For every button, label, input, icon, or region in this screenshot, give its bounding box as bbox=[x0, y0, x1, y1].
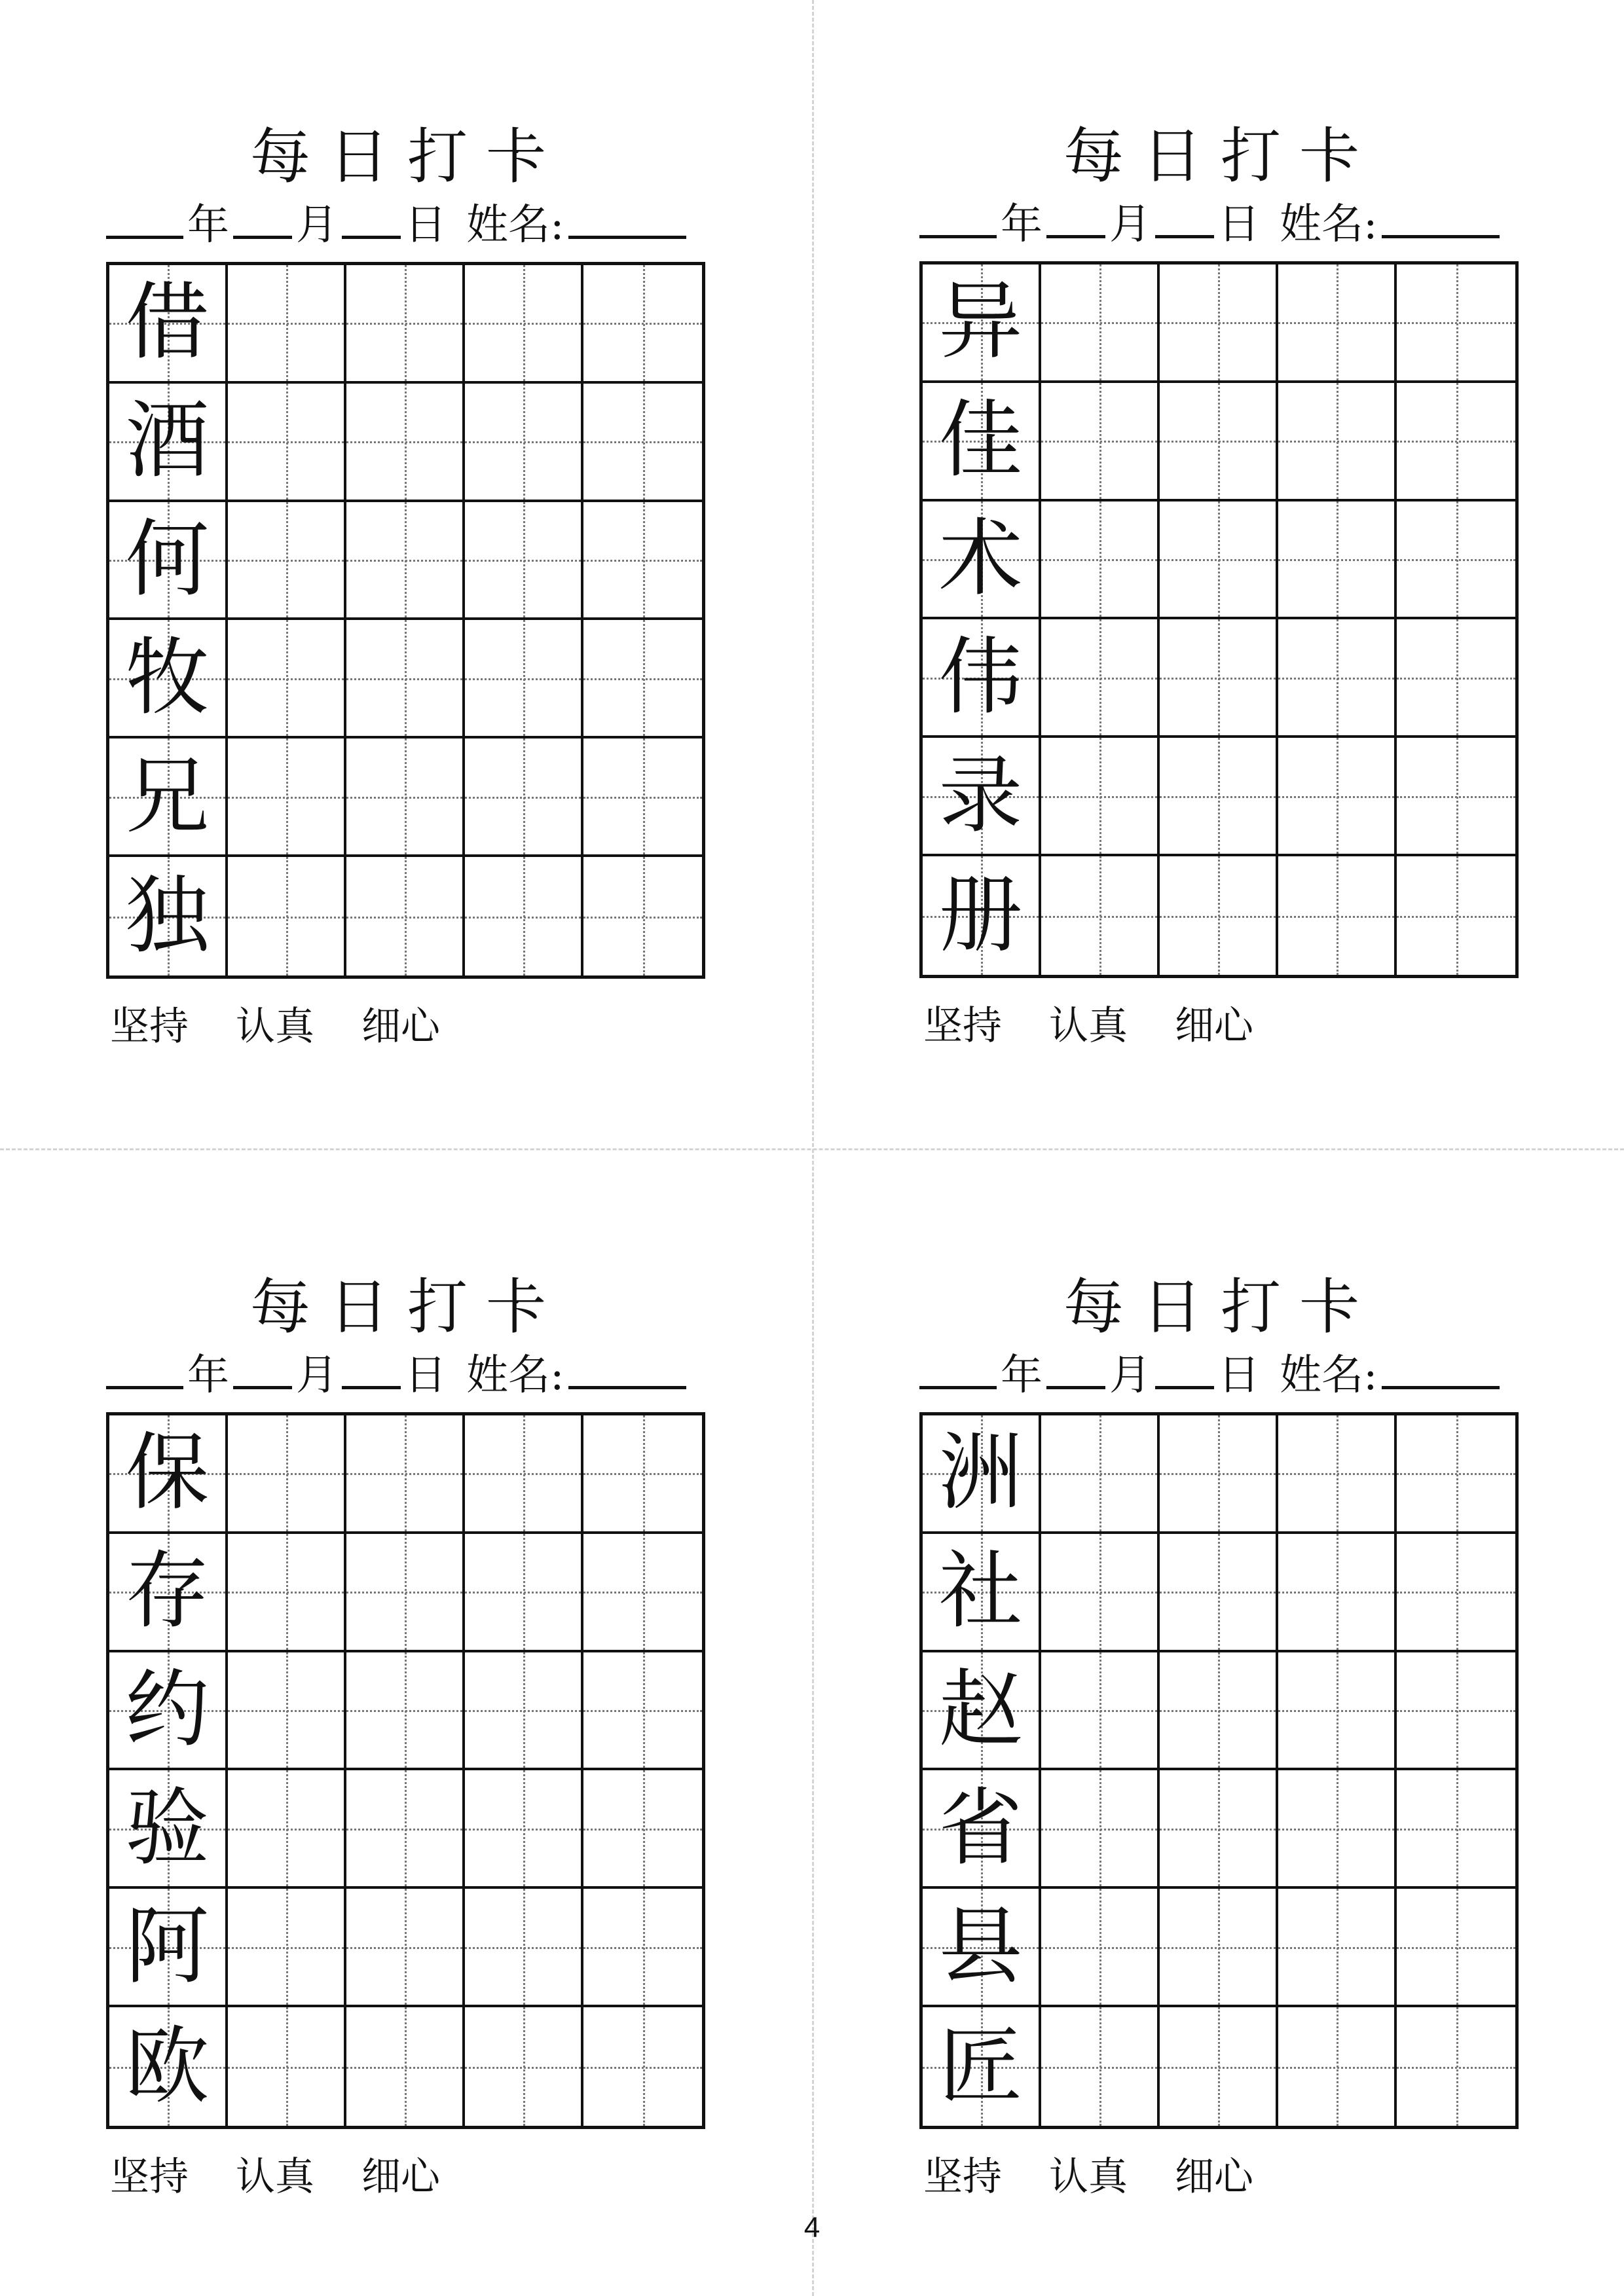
name-label: 姓名: bbox=[466, 1351, 564, 1400]
practice-cell[interactable] bbox=[228, 384, 346, 502]
practice-cell[interactable] bbox=[465, 620, 583, 738]
practice-cell[interactable] bbox=[1278, 264, 1397, 383]
practice-cell[interactable] bbox=[465, 857, 583, 975]
practice-cell[interactable] bbox=[1397, 383, 1515, 501]
motto-footer bbox=[110, 995, 487, 1051]
practice-cell[interactable] bbox=[583, 1534, 702, 1652]
practice-cell[interactable] bbox=[228, 1889, 346, 2007]
practice-cell[interactable] bbox=[228, 857, 346, 975]
practice-cell[interactable] bbox=[1278, 2007, 1397, 2126]
model-character: 伟 bbox=[938, 628, 1023, 726]
practice-cell[interactable] bbox=[1397, 1415, 1515, 1534]
motto-footer bbox=[110, 2145, 487, 2202]
practice-cell[interactable] bbox=[1041, 501, 1160, 620]
practice-cell[interactable] bbox=[346, 502, 465, 621]
day-blank[interactable] bbox=[342, 1345, 401, 1389]
model-character: 赵 bbox=[938, 1661, 1023, 1759]
name-blank[interactable] bbox=[1382, 1345, 1500, 1389]
model-character-cell bbox=[109, 857, 228, 975]
practice-cell[interactable] bbox=[228, 1534, 346, 1652]
practice-cell[interactable] bbox=[228, 1415, 346, 1534]
month-label: 月 bbox=[296, 1351, 338, 1400]
practice-cell[interactable] bbox=[1397, 856, 1515, 975]
practice-cell[interactable] bbox=[346, 1770, 465, 1889]
practice-cell[interactable] bbox=[1160, 856, 1278, 975]
month-blank[interactable] bbox=[233, 1345, 292, 1389]
model-character-cell bbox=[109, 620, 228, 738]
practice-cell[interactable] bbox=[346, 738, 465, 857]
year-blank[interactable] bbox=[919, 1345, 997, 1389]
practice-cell[interactable] bbox=[346, 2007, 465, 2126]
practice-cell[interactable] bbox=[1278, 738, 1397, 856]
practice-cell[interactable] bbox=[583, 620, 702, 738]
model-character: 欧 bbox=[125, 2017, 210, 2115]
motto-careful: 细心 bbox=[361, 1004, 440, 1049]
model-character: 县 bbox=[938, 1897, 1023, 1995]
motto-serious: 认真 bbox=[1049, 1003, 1128, 1049]
practice-cell[interactable] bbox=[1278, 1770, 1397, 1889]
practice-cell[interactable] bbox=[465, 1770, 583, 1889]
practice-cell[interactable] bbox=[1278, 383, 1397, 501]
model-character: 匠 bbox=[938, 2017, 1023, 2115]
year-blank[interactable] bbox=[106, 1345, 183, 1389]
name-blank[interactable] bbox=[568, 195, 686, 239]
day-blank[interactable] bbox=[342, 195, 401, 239]
model-character-cell bbox=[109, 1415, 228, 1534]
writing-grid bbox=[106, 1412, 705, 2129]
practice-cell[interactable] bbox=[228, 265, 346, 384]
model-character-cell bbox=[923, 619, 1041, 738]
month-label: 月 bbox=[1109, 1351, 1151, 1400]
model-character-cell bbox=[923, 1415, 1041, 1534]
practice-cell[interactable] bbox=[583, 1770, 702, 1889]
model-character-cell bbox=[923, 1534, 1041, 1652]
practice-cell[interactable] bbox=[583, 1415, 702, 1534]
practice-cell[interactable] bbox=[228, 1652, 346, 1771]
model-character: 酒 bbox=[125, 392, 210, 490]
practice-cell[interactable] bbox=[346, 1534, 465, 1652]
practice-cell[interactable] bbox=[465, 1889, 583, 2007]
model-character: 验 bbox=[125, 1779, 210, 1877]
practice-cell[interactable] bbox=[1160, 383, 1278, 501]
practice-cell[interactable] bbox=[346, 1652, 465, 1771]
practice-cell[interactable] bbox=[1397, 1534, 1515, 1652]
practice-cell[interactable] bbox=[1041, 264, 1160, 383]
practice-cell[interactable] bbox=[1278, 619, 1397, 738]
practice-cell[interactable] bbox=[346, 857, 465, 975]
date-name-line bbox=[919, 1345, 1522, 1404]
year-label: 年 bbox=[187, 1351, 229, 1400]
model-character-cell bbox=[109, 384, 228, 502]
practice-cell[interactable] bbox=[228, 502, 346, 621]
practice-cell[interactable] bbox=[1278, 1889, 1397, 2007]
practice-cell[interactable] bbox=[1397, 501, 1515, 620]
model-character: 术 bbox=[938, 510, 1023, 608]
model-character-cell bbox=[109, 265, 228, 384]
practice-cell[interactable] bbox=[1160, 1889, 1278, 2007]
model-character-cell bbox=[109, 1889, 228, 2007]
motto-persist: 坚持 bbox=[110, 2154, 189, 2200]
practice-cell[interactable] bbox=[465, 265, 583, 384]
practice-cell[interactable] bbox=[1160, 1652, 1278, 1771]
model-character-cell bbox=[109, 2007, 228, 2126]
practice-cell[interactable] bbox=[1041, 1770, 1160, 1889]
practice-cell[interactable] bbox=[583, 1652, 702, 1771]
practice-cell[interactable] bbox=[583, 2007, 702, 2126]
month-blank[interactable] bbox=[233, 195, 292, 239]
writing-grid bbox=[919, 1412, 1519, 2129]
model-character: 洲 bbox=[938, 1424, 1023, 1522]
model-character-cell bbox=[923, 1770, 1041, 1889]
month-blank[interactable] bbox=[1046, 1345, 1105, 1389]
model-character: 册 bbox=[938, 866, 1023, 964]
model-character-cell bbox=[109, 1652, 228, 1771]
practice-cell[interactable] bbox=[465, 502, 583, 621]
model-character-cell bbox=[923, 501, 1041, 620]
practice-cell[interactable] bbox=[583, 1889, 702, 2007]
motto-persist: 坚持 bbox=[923, 1003, 1002, 1049]
day-blank[interactable] bbox=[1155, 194, 1214, 238]
year-blank[interactable] bbox=[919, 194, 997, 238]
model-character-cell bbox=[109, 502, 228, 621]
practice-cell[interactable] bbox=[1160, 619, 1278, 738]
practice-cell[interactable] bbox=[346, 1415, 465, 1534]
practice-cell[interactable] bbox=[465, 738, 583, 857]
day-blank[interactable] bbox=[1155, 1345, 1214, 1389]
practice-cell[interactable] bbox=[228, 620, 346, 738]
motto-serious: 认真 bbox=[1049, 2154, 1128, 2200]
horizontal-cut-line bbox=[0, 1148, 1624, 1150]
practice-cell[interactable] bbox=[1160, 2007, 1278, 2126]
model-character-cell bbox=[923, 383, 1041, 501]
month-label: 月 bbox=[296, 201, 338, 249]
writing-grid bbox=[919, 261, 1519, 978]
date-name-line bbox=[106, 195, 709, 254]
model-character-cell bbox=[923, 264, 1041, 383]
practice-cell[interactable] bbox=[583, 857, 702, 975]
practice-cell[interactable] bbox=[465, 1652, 583, 1771]
practice-cell[interactable] bbox=[346, 620, 465, 738]
model-character: 兄 bbox=[125, 747, 210, 845]
practice-cell[interactable] bbox=[1278, 1652, 1397, 1771]
model-character-cell bbox=[923, 1889, 1041, 2007]
practice-cell[interactable] bbox=[1041, 2007, 1160, 2126]
year-label: 年 bbox=[1001, 1351, 1043, 1400]
motto-footer bbox=[923, 2145, 1301, 2202]
model-character: 何 bbox=[125, 511, 210, 609]
practice-cell[interactable] bbox=[1041, 383, 1160, 501]
practice-cell[interactable] bbox=[1278, 1534, 1397, 1652]
practice-cell[interactable] bbox=[1041, 619, 1160, 738]
model-character-cell bbox=[923, 2007, 1041, 2126]
practice-cell[interactable] bbox=[228, 1770, 346, 1889]
page-number: 4 bbox=[803, 2212, 821, 2244]
year-label: 年 bbox=[1001, 200, 1043, 249]
practice-cell[interactable] bbox=[1041, 738, 1160, 856]
practice-cell[interactable] bbox=[1041, 1889, 1160, 2007]
practice-cell[interactable] bbox=[1160, 501, 1278, 620]
practice-cell[interactable] bbox=[1397, 1652, 1515, 1771]
practice-cell[interactable] bbox=[1160, 1415, 1278, 1534]
model-character: 牧 bbox=[125, 629, 210, 727]
practice-cell[interactable] bbox=[1160, 264, 1278, 383]
model-character: 约 bbox=[125, 1661, 210, 1759]
model-character: 保 bbox=[125, 1424, 210, 1522]
motto-serious: 认真 bbox=[236, 1004, 314, 1049]
model-character-cell bbox=[923, 1652, 1041, 1771]
practice-cell[interactable] bbox=[1397, 2007, 1515, 2126]
practice-cell[interactable] bbox=[465, 1415, 583, 1534]
model-character: 录 bbox=[938, 746, 1023, 845]
practice-cell[interactable] bbox=[1041, 1415, 1160, 1534]
motto-footer bbox=[923, 994, 1301, 1051]
practice-cell[interactable] bbox=[1041, 1534, 1160, 1652]
practice-cell[interactable] bbox=[583, 384, 702, 502]
motto-persist: 坚持 bbox=[110, 1004, 189, 1049]
model-character: 阿 bbox=[125, 1897, 210, 1995]
practice-cell[interactable] bbox=[1278, 856, 1397, 975]
model-character: 独 bbox=[125, 867, 210, 965]
month-blank[interactable] bbox=[1046, 194, 1105, 238]
model-character: 存 bbox=[125, 1542, 210, 1641]
practice-cell[interactable] bbox=[1397, 1889, 1515, 2007]
motto-persist: 坚持 bbox=[923, 2154, 1002, 2200]
practice-cell[interactable] bbox=[1278, 1415, 1397, 1534]
day-label: 日 bbox=[1218, 200, 1260, 249]
practice-cell[interactable] bbox=[1278, 501, 1397, 620]
card-title: 每日打卡 bbox=[249, 1272, 564, 1342]
model-character-cell bbox=[923, 856, 1041, 975]
card-title: 每日打卡 bbox=[1063, 121, 1378, 191]
practice-cell[interactable] bbox=[228, 2007, 346, 2126]
model-character: 社 bbox=[938, 1542, 1023, 1641]
motto-careful: 细心 bbox=[1175, 1003, 1253, 1049]
practice-cell[interactable] bbox=[346, 384, 465, 502]
practice-cell[interactable] bbox=[1160, 738, 1278, 856]
practice-cell[interactable] bbox=[1397, 264, 1515, 383]
name-label: 姓名: bbox=[1280, 1351, 1378, 1400]
day-label: 日 bbox=[405, 201, 447, 249]
day-label: 日 bbox=[405, 1351, 447, 1400]
practice-cell[interactable] bbox=[583, 738, 702, 857]
date-name-line bbox=[106, 1345, 709, 1404]
model-character-cell bbox=[923, 738, 1041, 856]
practice-cell[interactable] bbox=[1397, 1770, 1515, 1889]
day-label: 日 bbox=[1218, 1351, 1260, 1400]
model-character-cell bbox=[109, 1770, 228, 1889]
practice-cell[interactable] bbox=[228, 738, 346, 857]
writing-grid bbox=[106, 262, 705, 979]
model-character-cell bbox=[109, 738, 228, 857]
practice-cell[interactable] bbox=[465, 1534, 583, 1652]
model-character: 省 bbox=[938, 1779, 1023, 1877]
name-blank[interactable] bbox=[1382, 194, 1500, 238]
month-label: 月 bbox=[1109, 200, 1151, 249]
card-title: 每日打卡 bbox=[249, 122, 564, 192]
practice-cell[interactable] bbox=[1397, 619, 1515, 738]
card-title: 每日打卡 bbox=[1063, 1272, 1378, 1342]
name-label: 姓名: bbox=[1280, 200, 1378, 249]
date-name-line bbox=[919, 194, 1522, 253]
practice-cell[interactable] bbox=[1041, 1652, 1160, 1771]
practice-cell[interactable] bbox=[1041, 856, 1160, 975]
practice-cell[interactable] bbox=[346, 1889, 465, 2007]
motto-careful: 细心 bbox=[361, 2154, 440, 2200]
practice-cell[interactable] bbox=[583, 265, 702, 384]
practice-cell[interactable] bbox=[346, 265, 465, 384]
practice-cell[interactable] bbox=[583, 502, 702, 621]
year-label: 年 bbox=[187, 201, 229, 249]
name-blank[interactable] bbox=[568, 1345, 686, 1389]
model-character-cell bbox=[109, 1534, 228, 1652]
name-label: 姓名: bbox=[466, 201, 564, 249]
year-blank[interactable] bbox=[106, 195, 183, 239]
practice-cell[interactable] bbox=[465, 384, 583, 502]
model-character: 借 bbox=[125, 274, 210, 372]
motto-serious: 认真 bbox=[236, 2154, 314, 2200]
practice-cell[interactable] bbox=[465, 2007, 583, 2126]
practice-cell[interactable] bbox=[1160, 1770, 1278, 1889]
motto-careful: 细心 bbox=[1175, 2154, 1253, 2200]
model-character: 异 bbox=[938, 273, 1023, 371]
practice-cell[interactable] bbox=[1397, 738, 1515, 856]
practice-cell[interactable] bbox=[1160, 1534, 1278, 1652]
model-character: 佳 bbox=[938, 392, 1023, 490]
